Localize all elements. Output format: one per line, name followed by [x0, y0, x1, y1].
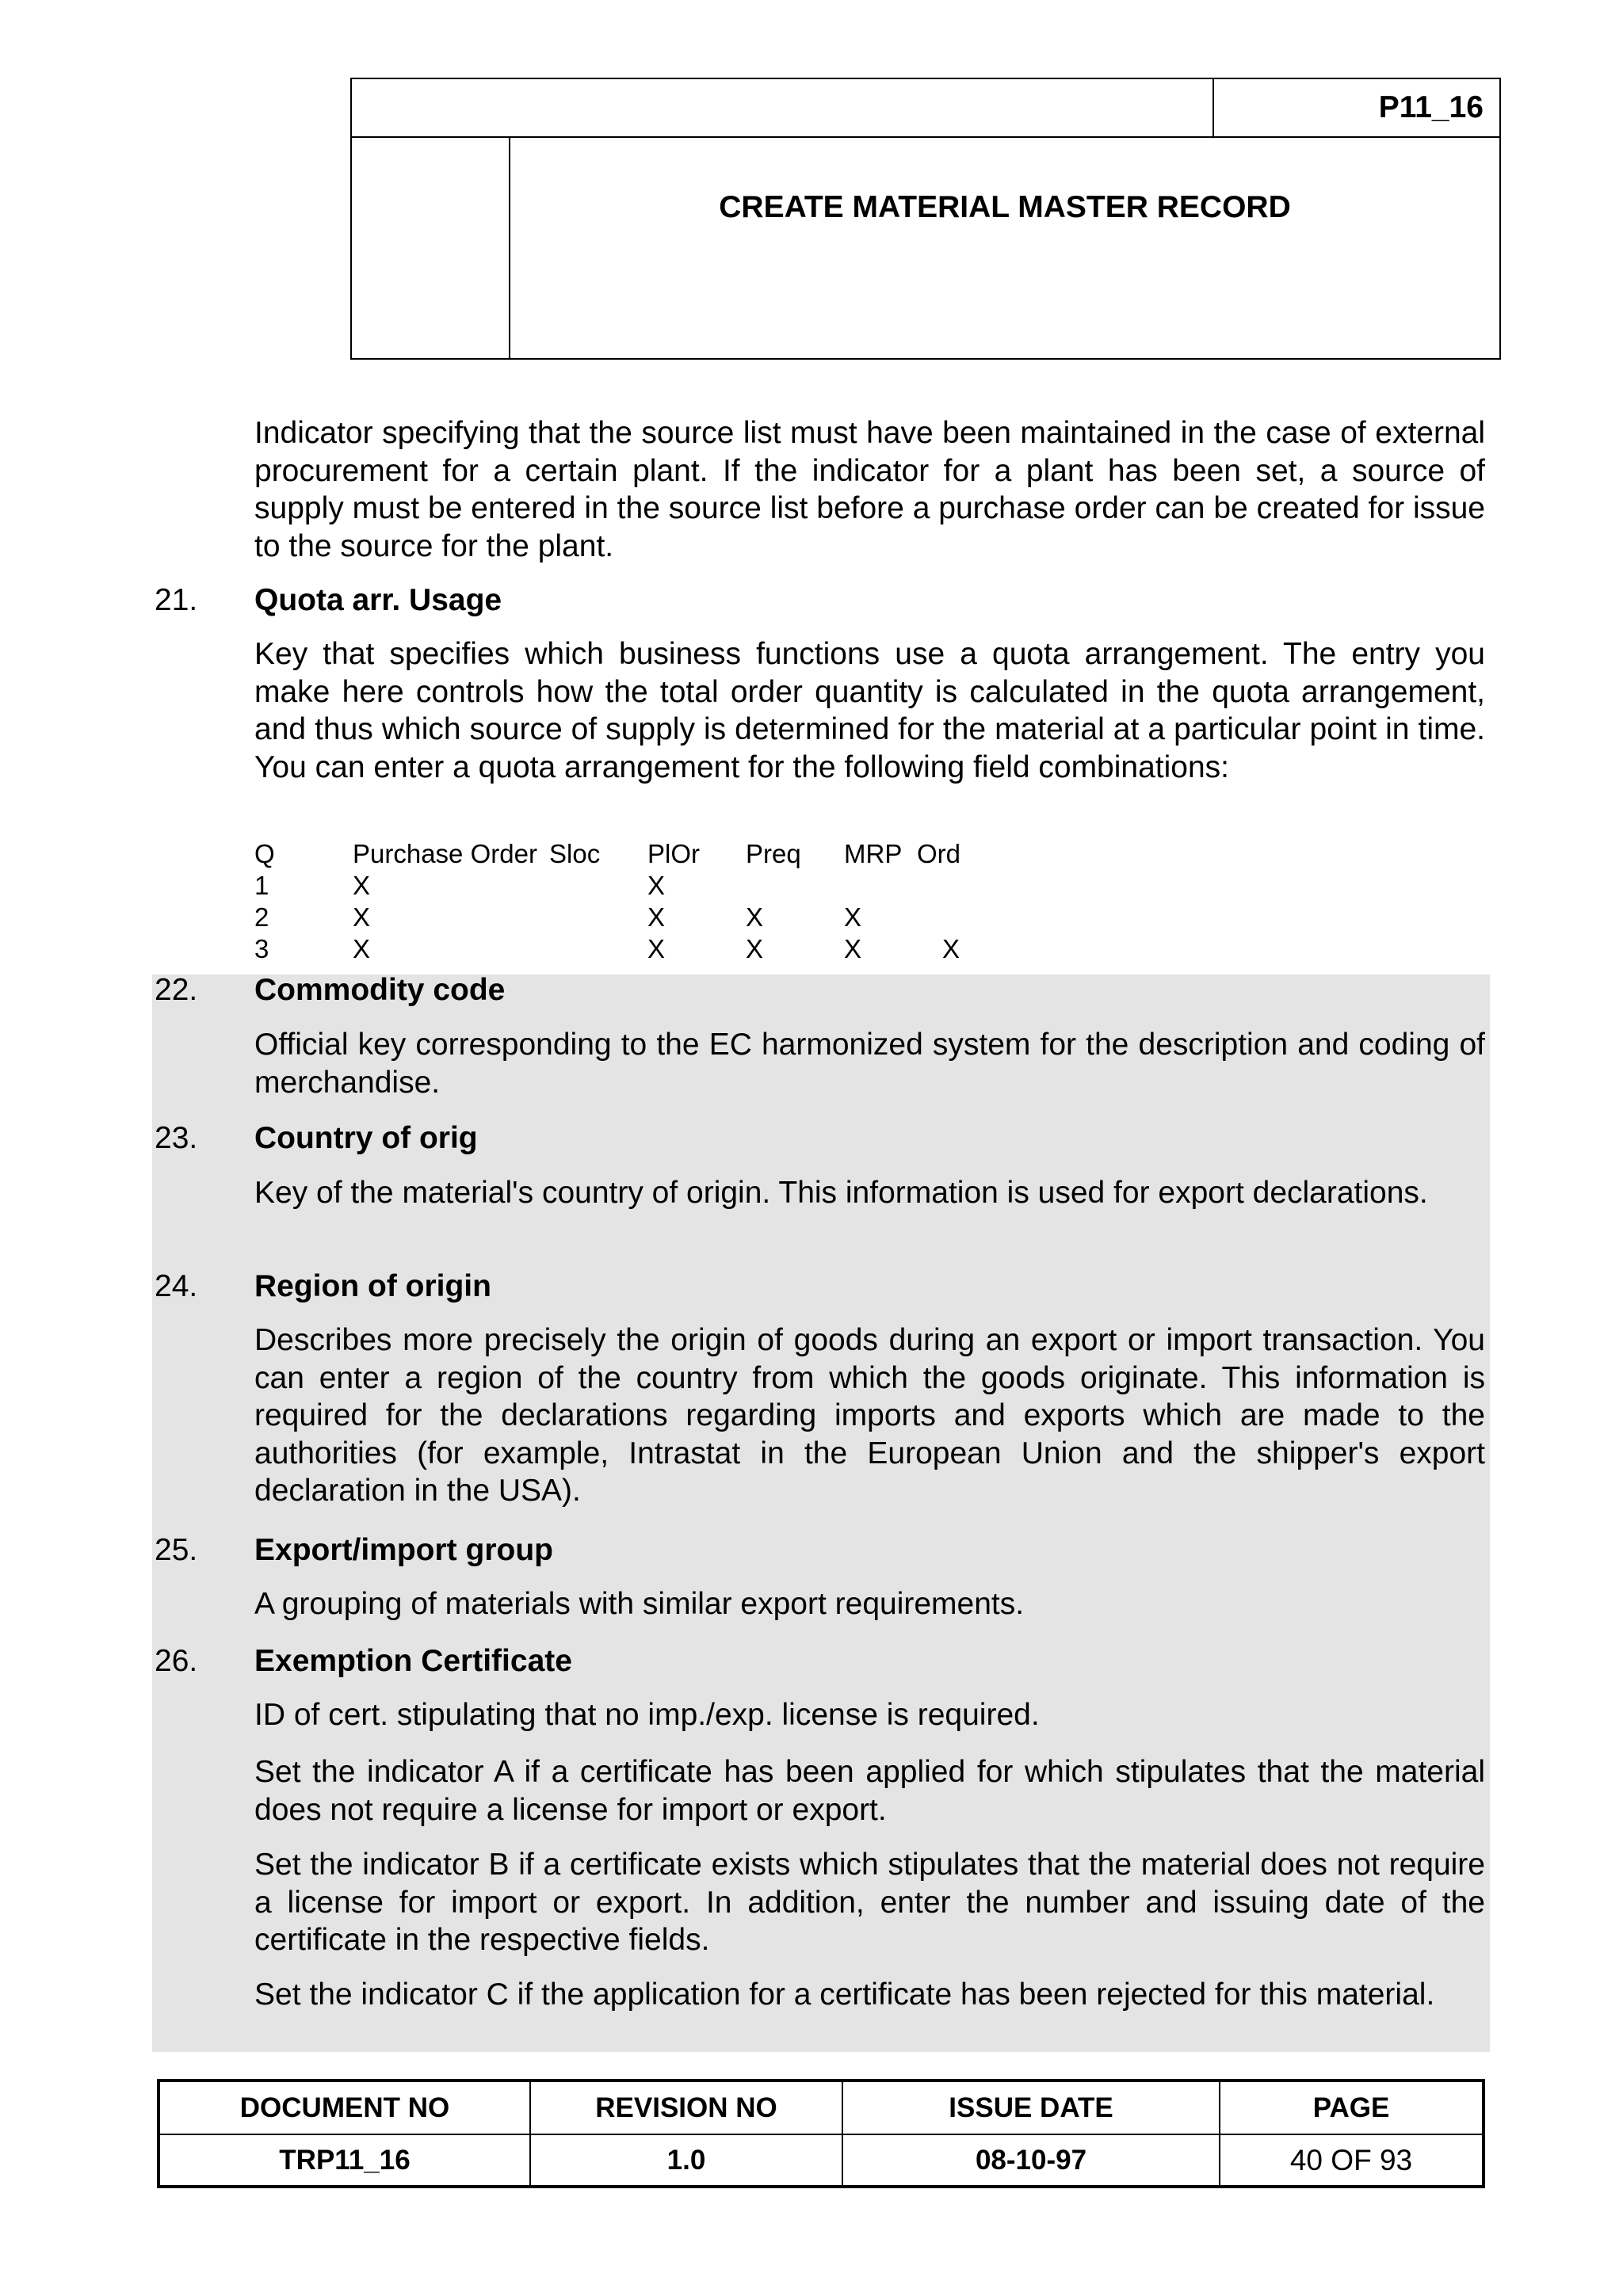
table-cell: X	[844, 902, 862, 932]
column-header: Purchase Order	[353, 839, 537, 868]
column-header: MRP	[844, 839, 903, 868]
table-cell: X	[942, 934, 960, 963]
table-cell: X	[844, 934, 862, 963]
section-paragraph: Set the indicator A if a certificate has been applied for which stipulates that the material does not require a license for import or export.	[254, 1755, 1485, 1827]
document-code: P11_16	[1378, 90, 1484, 124]
table-cell: 3	[254, 934, 269, 963]
section-number: 23.	[155, 1121, 198, 1155]
section-title: Commodity code	[254, 973, 506, 1007]
header-divider	[509, 136, 510, 358]
column-header: Ord	[917, 839, 961, 868]
table-cell: 1	[254, 871, 269, 900]
header-divider	[352, 136, 1499, 138]
column-header: Preq	[746, 839, 801, 868]
table-cell: X	[746, 934, 764, 963]
document-header	[350, 78, 1501, 360]
table-cell: X	[353, 871, 371, 900]
footer-header-revision-no: REVISION NO	[595, 2092, 777, 2123]
document-footer-table	[157, 2079, 1485, 2188]
footer-page: 40 OF 93	[1289, 2144, 1413, 2176]
section-title: Region of origin	[254, 1269, 491, 1303]
section-paragraph: A grouping of materials with similar export requirements.	[254, 1587, 1025, 1621]
footer-document-no: TRP11_16	[279, 2145, 411, 2176]
table-cell: X	[647, 902, 666, 932]
section-number: 26.	[155, 1644, 198, 1678]
footer-revision-no: 1.0	[666, 2145, 706, 2176]
column-header: Sloc	[549, 839, 601, 868]
table-cell: X	[353, 902, 371, 932]
section-title: Country of orig	[254, 1121, 478, 1155]
section-number: 21.	[155, 583, 198, 617]
section-paragraph: Key that specifies which business functions use a quota arrangement. The entry you make here controls how the total order quantity is calculated in the quota arrangement, and thus which source of supply is determined for the material at a particular point in time. You can enter a quota arrangement for the following field combinations:	[254, 637, 1485, 784]
section-title: Exemption Certificate	[254, 1644, 572, 1678]
section-number: 25.	[155, 1533, 198, 1567]
table-cell: X	[647, 871, 666, 900]
column-header: PlOr	[647, 839, 700, 868]
section-title: Export/import group	[254, 1533, 553, 1567]
section-paragraph: Describes more precisely the origin of goods during an export or import transaction. You can enter a region of the country from which the goods originate. This information is required for the declarations regarding imports and exports which are made to the authorities (for example, Intrastat in the European Union and the shipper's export declaration in the USA).	[254, 1323, 1485, 1508]
footer-header-page: PAGE	[1312, 2092, 1390, 2123]
section-paragraph: Official key corresponding to the EC harmonized system for the description and coding of merchandise.	[254, 1028, 1485, 1100]
table-cell: X	[647, 934, 666, 963]
section-paragraph: ID of cert. stipulating that no imp./exp. license is required.	[254, 1698, 1040, 1732]
table-cell: X	[353, 934, 371, 963]
footer-header-issue-date: ISSUE DATE	[949, 2092, 1113, 2123]
section-paragraph: Set the indicator B if a certificate exists which stipulates that the material does not require a license for import or export. In addition, enter the number and issuing date of the certificate in the respective fields.	[254, 1848, 1485, 1957]
intro-paragraph: Indicator specifying that the source list must have been maintained in the case of external procurement for a certain plant. If the indicator for a plant has been set, a source of supply must be entered in the source list before a purchase order can be created for issue to the source for the plant.	[254, 416, 1485, 563]
column-header: Q	[254, 839, 275, 868]
section-title: Quota arr. Usage	[254, 583, 502, 617]
section-paragraph: Key of the material's country of origin. This information is used for export declarations.	[254, 1176, 1428, 1210]
table-cell: X	[746, 902, 764, 932]
footer-issue-date: 08-10-97	[975, 2145, 1087, 2176]
footer-header-document-no: DOCUMENT NO	[239, 2092, 450, 2123]
page-title: CREATE MATERIAL MASTER RECORD	[719, 190, 1291, 224]
section-number: 22.	[155, 973, 198, 1007]
section-number: 24.	[155, 1269, 198, 1303]
table-cell: 2	[254, 902, 269, 932]
section-paragraph: Set the indicator C if the application for a certificate has been rejected for this material.	[254, 1978, 1435, 2012]
